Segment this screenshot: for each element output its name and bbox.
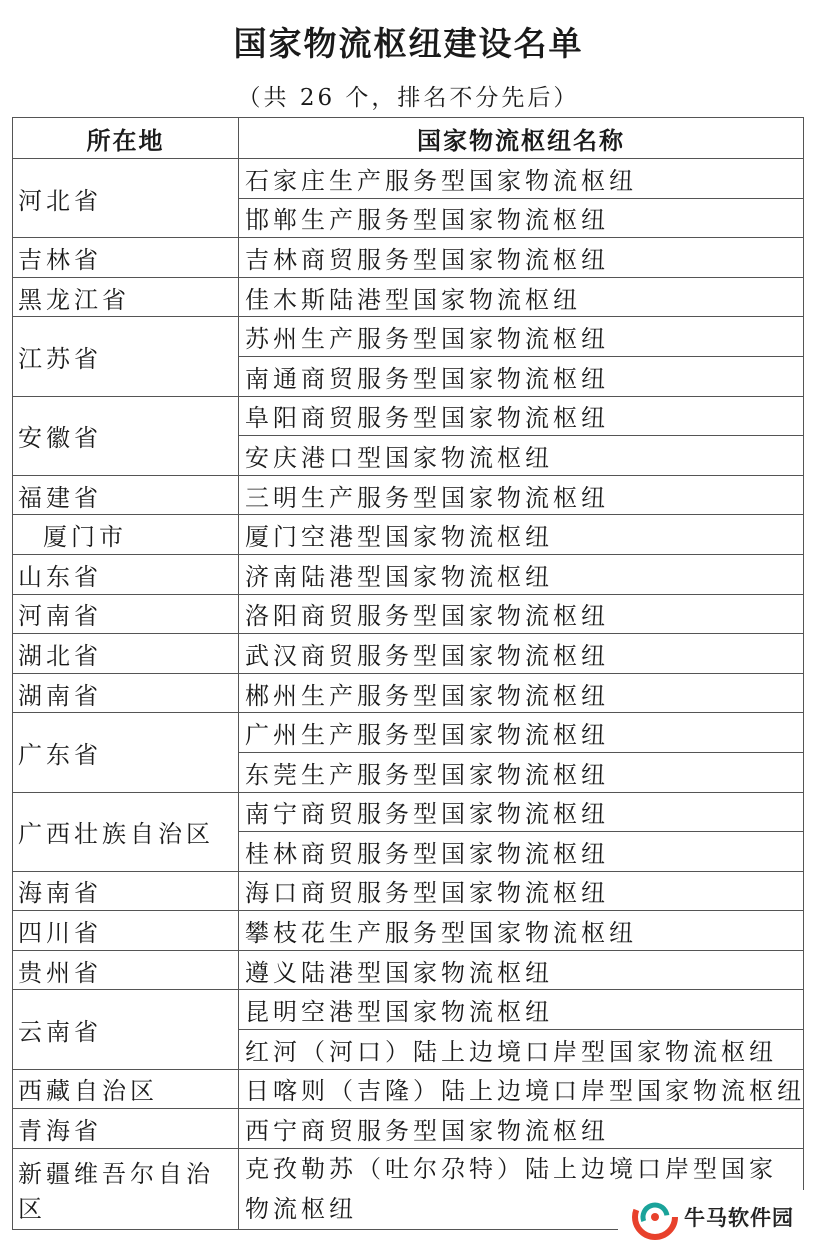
table-row — [13, 713, 804, 753]
location-cell: 山东省 — [13, 554, 239, 594]
location-cell: 河南省 — [13, 594, 239, 634]
table-body — [13, 159, 804, 1230]
hub-name-cell: 昆明空港型国家物流枢纽 — [239, 990, 804, 1030]
location-cell: 海南省 — [13, 871, 239, 911]
table-row — [13, 1069, 804, 1109]
hub-name-cell: 日喀则（吉隆）陆上边境口岸型国家物流枢纽 — [239, 1069, 804, 1109]
hub-name-cell: 广州生产服务型国家物流枢纽 — [239, 713, 804, 753]
table-row — [13, 871, 804, 911]
table-row — [13, 396, 804, 436]
header-location: 所在地 — [13, 118, 239, 159]
hub-name-cell: 克孜勒苏（吐尔尕特）陆上边境口岸型国家物流枢纽 — [239, 1148, 804, 1229]
table-row — [13, 673, 804, 713]
hub-name-cell: 东莞生产服务型国家物流枢纽 — [239, 752, 804, 792]
location-cell: 湖北省 — [13, 634, 239, 674]
page-title: 国家物流枢纽建设名单 — [233, 24, 584, 63]
table-row — [13, 238, 804, 278]
hub-name-cell: 吉林商贸服务型国家物流枢纽 — [239, 238, 804, 278]
location-cell: 江苏省 — [13, 317, 239, 396]
hub-name-cell: 遵义陆港型国家物流枢纽 — [239, 950, 804, 990]
hub-list-table — [12, 117, 804, 1230]
hub-name-cell: 攀枝花生产服务型国家物流枢纽 — [239, 911, 804, 951]
location-cell: 安徽省 — [13, 396, 239, 475]
hub-name-cell: 佳木斯陆港型国家物流枢纽 — [239, 277, 804, 317]
location-cell: 厦门市 — [13, 515, 239, 555]
watermark-text: 牛马软件园 — [684, 1205, 794, 1230]
location-cell: 青海省 — [13, 1109, 239, 1149]
hub-name-cell: 西宁商贸服务型国家物流枢纽 — [239, 1109, 804, 1149]
table-row — [13, 317, 804, 357]
location-cell: 吉林省 — [13, 238, 239, 278]
hub-name-cell: 厦门空港型国家物流枢纽 — [239, 515, 804, 555]
page-subtitle: （共 26 个，排名不分先后） — [237, 85, 580, 111]
swirl-logo-icon — [632, 1194, 678, 1240]
table-row — [13, 554, 804, 594]
table-header-row — [13, 118, 804, 159]
hub-name-cell: 阜阳商贸服务型国家物流枢纽 — [239, 396, 804, 436]
table-row — [13, 634, 804, 674]
location-cell: 新疆维吾尔自治区 — [13, 1148, 239, 1229]
table-row — [13, 950, 804, 990]
table-row — [13, 475, 804, 515]
hub-name-cell: 武汉商贸服务型国家物流枢纽 — [239, 634, 804, 674]
hub-name-cell: 苏州生产服务型国家物流枢纽 — [239, 317, 804, 357]
location-cell: 贵州省 — [13, 950, 239, 990]
header-hub-name: 国家物流枢纽名称 — [239, 118, 804, 159]
site-watermark — [618, 1190, 817, 1243]
location-cell: 黑龙江省 — [13, 277, 239, 317]
table-row — [13, 515, 804, 555]
location-cell: 湖南省 — [13, 673, 239, 713]
location-cell: 四川省 — [13, 911, 239, 951]
hub-name-cell: 安庆港口型国家物流枢纽 — [239, 436, 804, 476]
location-cell: 广西壮族自治区 — [13, 792, 239, 871]
hub-name-cell: 三明生产服务型国家物流枢纽 — [239, 475, 804, 515]
hub-name-cell: 海口商贸服务型国家物流枢纽 — [239, 871, 804, 911]
location-cell: 西藏自治区 — [13, 1069, 239, 1109]
table-row — [13, 1109, 804, 1149]
hub-name-cell: 红河（河口）陆上边境口岸型国家物流枢纽 — [239, 1030, 804, 1070]
location-cell: 广东省 — [13, 713, 239, 792]
location-cell: 福建省 — [13, 475, 239, 515]
location-cell: 河北省 — [13, 159, 239, 238]
table-row — [13, 159, 804, 199]
hub-name-cell: 桂林商贸服务型国家物流枢纽 — [239, 832, 804, 872]
table-row — [13, 792, 804, 832]
location-cell: 云南省 — [13, 990, 239, 1069]
table-row — [13, 277, 804, 317]
hub-name-cell: 南通商贸服务型国家物流枢纽 — [239, 356, 804, 396]
hub-name-cell: 洛阳商贸服务型国家物流枢纽 — [239, 594, 804, 634]
hub-name-cell: 济南陆港型国家物流枢纽 — [239, 554, 804, 594]
hub-name-cell: 石家庄生产服务型国家物流枢纽 — [239, 159, 804, 199]
hub-name-cell: 南宁商贸服务型国家物流枢纽 — [239, 792, 804, 832]
hub-name-cell: 郴州生产服务型国家物流枢纽 — [239, 673, 804, 713]
hub-name-cell: 邯郸生产服务型国家物流枢纽 — [239, 198, 804, 238]
table-row — [13, 911, 804, 951]
table-row — [13, 990, 804, 1030]
table-row — [13, 594, 804, 634]
